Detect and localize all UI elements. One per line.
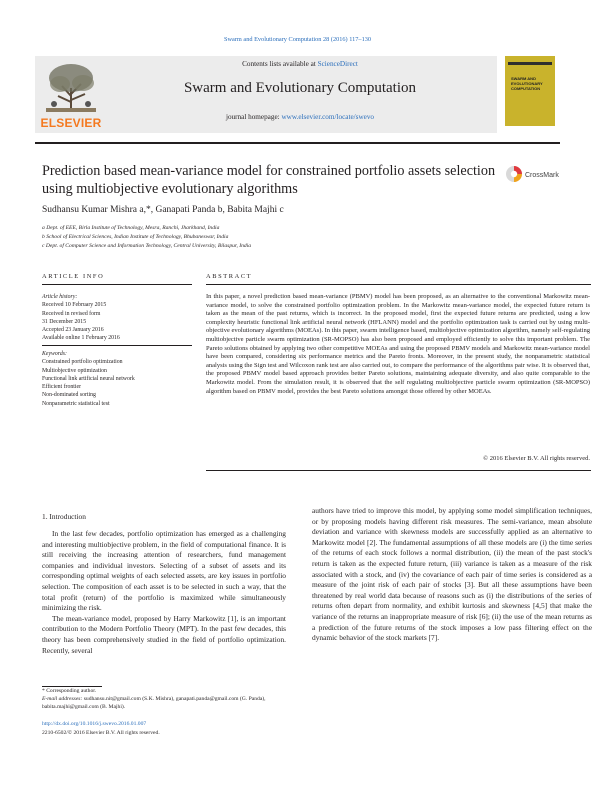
journal-reference[interactable]: Swarm and Evolutionary Computation 28 (2016) 117–130 <box>223 36 372 43</box>
email-list[interactable]: sudhansu.nit@gmail.com (S.K. Mishra), ganapati.panda@gmail.com (G. Panda), babita.majhi@gmail.com (B. Majhi). <box>42 695 266 710</box>
history-item: 31 December 2015 <box>42 318 87 325</box>
elsevier-wordmark: ELSEVIER <box>40 116 102 130</box>
keyword-item: Multiobjective optimization <box>42 367 107 374</box>
keywords <box>42 350 192 408</box>
body-right-column <box>312 506 592 644</box>
history-item: Accepted 23 January 2016 <box>42 327 104 334</box>
history-item: Received 10 February 2015 <box>42 302 107 309</box>
article-info-heading: ARTICLE INFO <box>42 273 105 280</box>
cover-strip <box>508 62 552 65</box>
abstract-copyright: © 2016 Elsevier B.V. All rights reserved. <box>483 455 590 462</box>
footnote-rule <box>42 686 102 687</box>
abstract-rule <box>206 284 591 285</box>
issn-line: 2210-6502/© 2016 Elsevier B.V. All rights reserved. <box>42 730 160 736</box>
keywords-rule <box>42 345 192 346</box>
cover-title: SWARM AND EVOLUTIONARY COMPUTATION <box>511 76 543 91</box>
history-label: Article history: <box>42 294 78 300</box>
body-paragraph: In the last few decades, portfolio optimization has emerged as a challenging and interesting multiobjective problem, in the field of computational finance. It is still receiving the increasing attention of researchers, fund management companies and individual investors. Selecting of a subset of assets and its corresponding optimal weights of each selected assets, are key issues in portfolio selection. The composition of each asset is to be selected in such a way, that the total profit (return) of the portfolio is maximized while simultaneously minimizing the risk. <box>42 529 286 613</box>
author-list: Sudhansu Kumar Mishra a,*, Ganapati Panda b, Babita Majhi c <box>42 205 284 215</box>
abstract-bottom-rule <box>206 470 591 471</box>
keyword-item: Non-dominated sorting <box>42 392 96 399</box>
history-item: Available online 1 February 2016 <box>42 335 120 342</box>
crossmark-label: CrossMark <box>525 172 559 179</box>
journal-homepage-line <box>105 113 495 121</box>
homepage-prefix: journal homepage: <box>225 113 282 121</box>
body-paragraph: authors have tried to improve this model, by applying some model simplification techniques, or by proposing models having different risk measures. The semi-variance, mean absolute deviation and variance with skewness models are successfully applied as an alternative to Markowitz model [2]. The fundamental assumptions of all these models are (i) the time series of the returns of each stock follows a normal distribution, (ii) the mean of the past stock's return is taken as the expected future return, (iii) variance is taken as a measure of the risk associated with a stock, and (iv) the covariance of each pair of time series is considered as a measure of the joint risk of each pair of stocks [3]. But all these assumptions have been threatened by real world data because of reasons such as (i) the distributions of the series of returns often depart from normality, and exhibit kurtosis and skewness [4,5] that make the variance of the returns an inappropriate measure of risk [6]; (ii) the use of the mean returns as a prediction of the future returns of the stock imposes a low pass filtering effect on the dynamic behavior of the stock markets [7]. <box>312 506 592 643</box>
contents-prefix: Contents lists available at <box>242 60 318 68</box>
body-paragraph: The mean-variance model, proposed by Harry Markowitz [1], is an important contribution to the Modern Portfolio Theory (MPT). In the past few decades, this theory has been comprehensively studied in the field of portfolio optimization. Recently, several <box>42 613 286 655</box>
email-addresses <box>42 696 302 712</box>
homepage-link[interactable]: www.elsevier.com/locate/swevo <box>281 113 375 121</box>
keywords-label: Keywords: <box>42 351 67 357</box>
body-left-column <box>42 529 286 656</box>
crossmark-badge[interactable] <box>505 163 559 185</box>
history-item: Received in revised form <box>42 310 101 317</box>
article-history <box>42 293 192 343</box>
corresponding-author-note: * Corresponding author. <box>42 688 97 694</box>
abstract-text: In this paper, a novel prediction based mean-variance (PBMV) model has been proposed, as an alternative to the conventional Markowitz mean-variance model, to solve the constrained portfolio optimization problem. In the Markowitz mean-variance model, the expected future return is taken as the mean of the past returns, which is incorrect. In the proposed model, first the expected future returns are predicted, using a low complexity heuristic functional link artificial neural network (HFLANN) model and the portfolio optimization task is carried out by using multi-objective evolutionary algorithms (MOEAs). In this paper, swarm intelligence based, multiobjective optimization algorithm, namely self-regulating multiobjective particle swarm optimization (SR-MOPSO) has also been proposed and employed efficiently to solve this important problem. The Pareto solutions obtained by applying two other competitive MOEAs and using the proposed PBMV models and Markowitz mean-variance model have been compared, considering six performance metrics and the Pareto fronts. Moreover, in the present study, the nonparametric statistical analysis using the Sign test and Wilcoxon rank test are also carried out, to compare the performance of the algorithms pair wise. It is observed that, the proposed PBMV model based approach provides better Pareto solutions, maintaining adequate diversity, and also quite comparable to the Markowitz model. From the simulation result, it is observed that the self regulating multiobjective particle swarm optimization (SR-MOPSO) algorithm based on PBMV model, provides the best Pareto solutions amongst those offered by other MOEAs. <box>206 293 590 395</box>
affiliation-a: a Dept. of EEE, Birla Institute of Technology, Mesra, Ranchi, Jharkhand, India <box>42 225 220 231</box>
header-rule <box>35 142 560 144</box>
article-info-rule <box>42 284 192 285</box>
keyword-item: Efficient frontier <box>42 384 82 391</box>
paper-title: Prediction based mean-variance model for constrained portfolio assets selection using multiobjective evolutionary algorithms <box>42 163 496 197</box>
section-heading-introduction: 1. Introduction <box>42 512 86 521</box>
sciencedirect-link[interactable]: ScienceDirect <box>317 60 358 68</box>
abstract-heading: ABSTRACT <box>206 273 253 280</box>
affiliation-b: b School of Electrical Sciences, Indian Institute of Technology, Bhubaneswar, India <box>42 234 229 241</box>
affiliations <box>42 224 542 252</box>
affiliation-c: c Dept. of Computer Science and Information Technology, Central University, Bilaspur, India <box>42 243 252 250</box>
keyword-item: Nonparametric statistical test <box>42 400 110 407</box>
footnotes <box>42 688 302 711</box>
doi-link[interactable]: http://dx.doi.org/10.1016/j.swevo.2016.01.007 <box>42 721 147 727</box>
keyword-item: Constrained portfolio optimization <box>42 359 123 366</box>
keyword-item: Functional link artificial neural network <box>42 375 135 382</box>
contents-available-line <box>105 60 495 68</box>
journal-cover-thumbnail <box>505 56 555 126</box>
email-label: E-mail addresses: <box>42 695 84 702</box>
journal-title: Swarm and Evolutionary Computation <box>183 80 417 96</box>
